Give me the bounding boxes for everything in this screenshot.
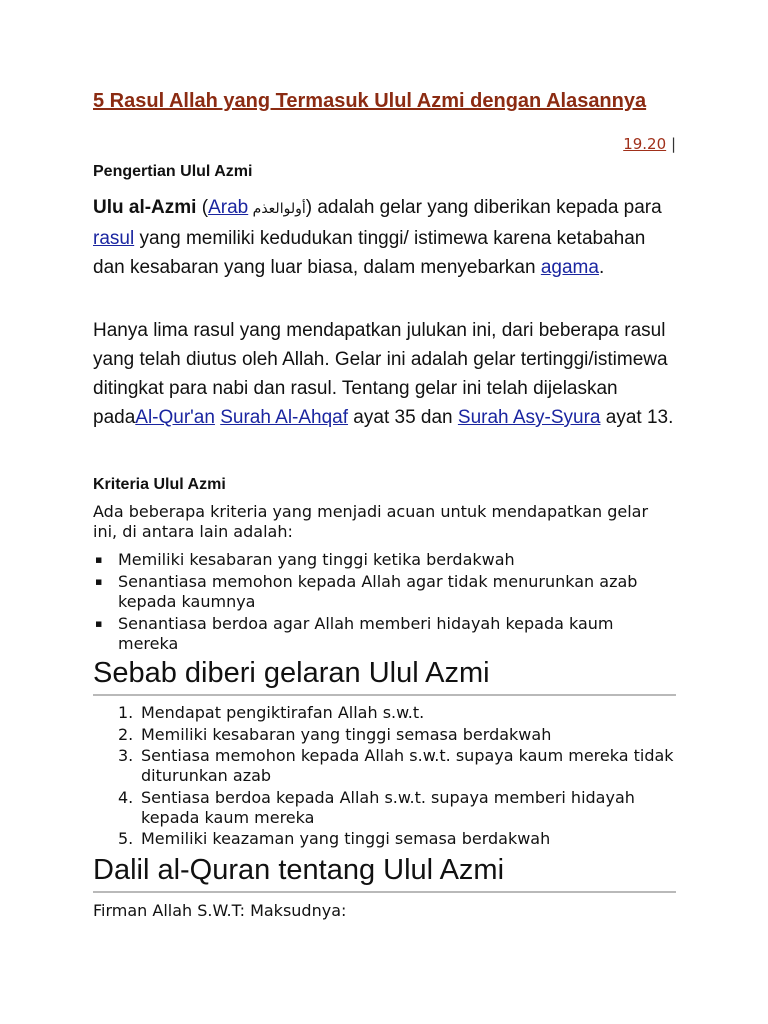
- list-item-text: Senantiasa memohon kepada Allah agar tidak menurunkan azab kepada kaumnya: [118, 572, 638, 611]
- bullet-icon: ▪: [95, 575, 103, 588]
- list-number: 4.: [118, 787, 134, 807]
- list-item-text: Mendapat pengiktirafan Allah s.w.t.: [141, 703, 425, 722]
- text-fragment: ) adalah gelar yang diberikan kepada para: [305, 197, 662, 218]
- sebab-list: [93, 703, 676, 851]
- link-agama[interactable]: agama: [540, 257, 599, 278]
- list-number: 3.: [118, 746, 134, 765]
- list-item-text: Sentiasa berdoa kepada Allah s.w.t. supaya memberi hidayah kepada kaum mereka: [141, 787, 635, 827]
- text-open-paren: (: [196, 197, 209, 218]
- heading-dalil: Dalil al-Quran tentang Ulul Azmi: [93, 853, 676, 893]
- bullet-icon: ▪: [95, 617, 103, 630]
- list-item-text: Memiliki kesabaran yang tinggi ketika berdakwah: [118, 550, 515, 569]
- bullet-icon: ▪: [95, 553, 103, 566]
- list-item: [93, 550, 676, 570]
- text-fragment: yang memiliki kedudukan tinggi/ istimewa karena ketabahan dan kesabaran yang luar biasa, dalam menyebarkan: [93, 228, 646, 278]
- list-item: [93, 725, 676, 745]
- link-arab[interactable]: Arab: [208, 197, 249, 218]
- post-time-link[interactable]: 19.20: [623, 135, 667, 153]
- list-number: 1.: [118, 703, 134, 722]
- post-meta: [623, 135, 676, 153]
- paragraph-five-rasul: [93, 316, 676, 432]
- heading-pengertian: Pengertian Ulul Azmi: [93, 163, 253, 180]
- list-item: [93, 746, 676, 786]
- link-surah-asy-syura[interactable]: Surah Asy-Syura: [457, 407, 601, 428]
- list-number: 5.: [118, 829, 134, 848]
- list-item: [93, 829, 676, 849]
- meta-separator: |: [670, 135, 676, 153]
- list-item: [93, 614, 676, 654]
- list-item-text: Senantiasa berdoa agar Allah memberi hidayah kepada kaum mereka: [118, 614, 614, 653]
- list-item-text: Sentiasa memohon kepada Allah s.w.t. supaya kaum mereka tidak diturunkan azab: [141, 746, 674, 785]
- paragraph-definition: [93, 193, 676, 282]
- text-fragment: ayat 35 dan: [348, 407, 458, 428]
- arabic-text: أولوالعذم: [248, 201, 306, 217]
- link-al-quran[interactable]: Al-Qur'an: [135, 407, 215, 428]
- list-item: [93, 703, 676, 723]
- list-item-text: Memiliki kesabaran yang tinggi semasa berdakwah: [141, 724, 552, 744]
- term-ulu-al-azmi: Ulu al-Azmi: [93, 197, 197, 218]
- dalil-text: Firman Allah S.W.T: Maksudnya:: [93, 901, 347, 920]
- link-surah-al-ahqaf[interactable]: Surah Al-Ahqaf: [220, 407, 349, 428]
- post-title-link[interactable]: 5 Rasul Allah yang Termasuk Ulul Azmi dengan Alasannya: [93, 90, 647, 112]
- link-rasul[interactable]: rasul: [93, 228, 135, 249]
- kriteria-intro: Ada beberapa kriteria yang menjadi acuan untuk mendapatkan gelar ini, di antara lain adalah:: [93, 502, 649, 541]
- kriteria-list: [93, 550, 676, 656]
- list-item: [93, 572, 676, 612]
- text-fragment: ayat 13.: [600, 407, 674, 428]
- text-fragment: .: [598, 257, 605, 278]
- list-item: [93, 788, 676, 828]
- text-fragment: Hanya lima rasul yang mendapatkan julukan ini, dari beberapa rasul yang telah diutus oleh Allah. Gelar ini adalah gelar tertinggi/istimewa ditingkat para nabi dan rasul. Tentang gelar ini telah dijelaskan pada: [93, 320, 668, 428]
- list-number: 2.: [118, 724, 134, 744]
- list-item-text: Memiliki keazaman yang tinggi semasa berdakwah: [141, 829, 551, 848]
- heading-sebab: Sebab diberi gelaran Ulul Azmi: [93, 656, 676, 696]
- heading-kriteria: Kriteria Ulul Azmi: [93, 476, 226, 493]
